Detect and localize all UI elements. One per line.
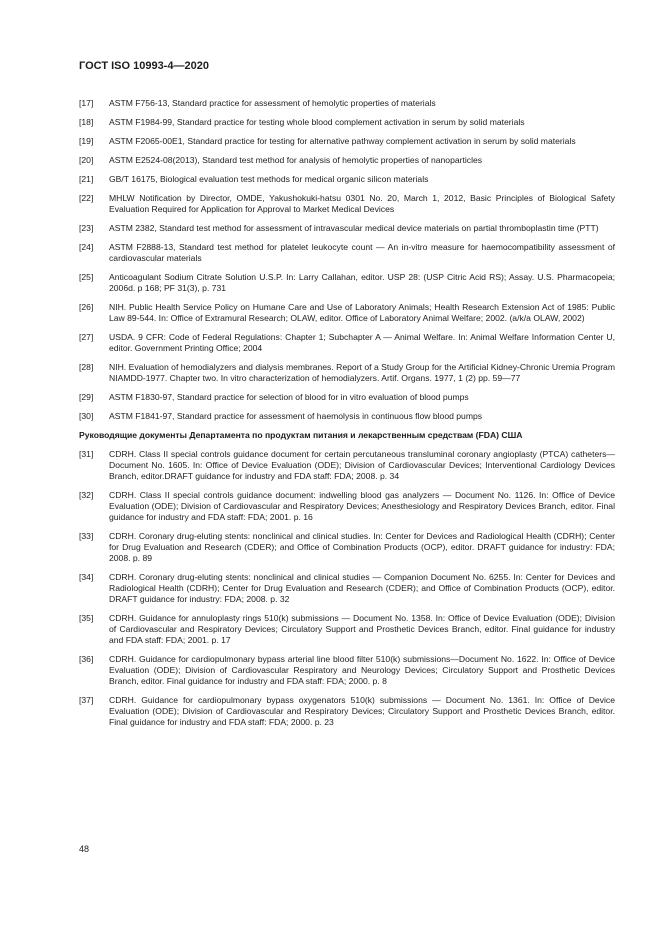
reference-text: ASTM 2382, Standard test method for assessment of intravascular medical device materials on partial thromboplastin time (PTT) [109,223,599,233]
reference-number: [19] [79,136,94,146]
reference-number: [34] [79,572,94,582]
reference-item [79,531,615,564]
reference-number: [17] [79,98,94,108]
reference-text: CDRH. Coronary drug-eluting stents: nonclinical and clinical studies — Companion Document No. 6255. In: Center for Devices and Radiological Health (CDRH); Center for Drug Evaluation and Research (CDER); and Office of Combination Products (OCP), editor. DRAFT guidance for industry: FDA; 2008. p. 32 [109,572,615,604]
reference-text: ASTM E2524-08(2013), Standard test method for analysis of hemolytic properties of nanoparticles [109,155,483,165]
reference-item [79,332,615,354]
reference-item [79,117,615,128]
reference-number: [18] [79,117,94,127]
reference-text: CDRH. Class II special controls guidance document: indwelling blood gas analyzers — Document No. 1126. In: Office of Device Evaluation (ODE); Division of Cardiovascular and Respiratory Devices; Anesthesiology and Respiratory Devices Branch, editor. Final guidance for industry and FDA staff: FDA; 2001. p. 16 [109,490,615,522]
reference-text: CDRH. Class II special controls guidance document for certain percutaneous transluminal coronary angioplasty (PTCA) catheters—Document No. 1605. In: Office of Device Evaluation (ODE); Division of Cardiovascular Devices; Interventional Cardiology Devices Branch, editor.DRAFT guidance for industry and FDA staff: FDA; 2008. p. 34 [109,449,615,481]
reference-item [79,490,615,523]
reference-number: [32] [79,490,94,500]
reference-group-standards [79,98,615,422]
reference-item [79,449,615,482]
reference-item [79,272,615,294]
reference-text: Anticoagulant Sodium Citrate Solution U.S.P. In: Larry Callahan, editor. USP 28: (USP Citric Acid RS); Assay. U.S. Pharmacopeia; 2006d. p 168; PF 31(3), p. 731 [109,272,615,293]
reference-text: ASTM F756-13, Standard practice for assessment of hemolytic properties of materials [109,98,436,108]
reference-number: [23] [79,223,94,233]
reference-text: NIH. Public Health Service Policy on Humane Care and Use of Laboratory Animals; Health Research Extension Act of 1985: Public Law 89-544. In: Office of Extramural Research; OLAW, editor. Office of Laboratory Animal Welfare; 2002. (a/k/a OLAW, 2002) [109,302,615,323]
reference-list [79,98,615,736]
reference-number: [27] [79,332,94,342]
reference-text: MHLW Notification by Director, OMDE, Yakushokuki-hatsu 0301 No. 20, March 1, 2012, Basic Principles of Biological Safety Evaluation Required for Application for Approval to Market Medical Devices [109,193,615,214]
reference-text: NIH. Evaluation of hemodialyzers and dialysis membranes. Report of a Study Group for the Artificial Kidney-Chronic Uremia Program NIAMDD-1977. Chapter two. In vitro characterization of hemodialyzers. Artif. Organs. 1977, 1 (2) pp. 59—77 [109,362,615,383]
reference-group-fda [79,449,615,728]
reference-number: [20] [79,155,94,165]
page-number: 48 [79,844,90,854]
reference-text: ASTM F2888-13, Standard test method for platelet leukocyte count — An in-vitro measure for haemocompatibility assessment of cardiovascular materials [109,242,615,263]
reference-number: [37] [79,695,94,705]
reference-number: [29] [79,392,94,402]
reference-number: [24] [79,242,94,252]
reference-number: [28] [79,362,94,372]
reference-text: CDRH. Guidance for annuloplasty rings 510(k) submissions — Document No. 1358. In: Office of Device Evaluation (ODE); Division of Cardiovascular and Respiratory Devices; Circulatory Support and Prosthetic Devices Branch, editor. Final guidance for industry and FDA staff: FDA; 2001. p. 17 [109,613,615,645]
reference-item [79,155,615,166]
reference-item [79,98,615,109]
reference-text: ASTM F1830-97, Standard practice for selection of blood for in vitro evaluation of blood pumps [109,392,469,402]
reference-text: CDRH. Guidance for cardiopulmonary bypass arterial line blood filter 510(k) submissions—Document No. 1622. In: Office of Device Evaluation (ODE); Division of Cardiovascular Respiratory and Neurology Devices; Circulatory Support and Prosthetic Devices Branch, editor. Final guidance for industry and FDA staff: FDA; 2000. p. 8 [109,654,615,686]
reference-number: [26] [79,302,94,312]
document-header: ГОСТ ISO 10993-4—2020 [79,60,209,72]
reference-number: [33] [79,531,94,541]
reference-number: [25] [79,272,94,282]
reference-number: [36] [79,654,94,664]
reference-number: [35] [79,613,94,623]
reference-item [79,174,615,185]
reference-item [79,411,615,422]
reference-item [79,695,615,728]
reference-item [79,362,615,384]
reference-text: CDRH. Guidance for cardiopulmonary bypass oxygenators 510(k) submissions — Document No. 1361. In: Office of Device Evaluation (ODE); Division of Cardiovascular and Respiratory Devices; Circulatory Support and Prosthetic Devices Branch, editor. Final guidance for industry and FDA staff: FDA; 2000. p. 23 [109,695,615,727]
reference-item [79,654,615,687]
reference-number: [31] [79,449,94,459]
reference-item [79,193,615,215]
reference-item [79,302,615,324]
reference-number: [30] [79,411,94,421]
reference-number: [22] [79,193,94,203]
reference-text: USDA. 9 CFR: Code of Federal Regulations: Chapter 1; Subchapter A — Animal Welfare. In: Animal Welfare Information Center U, editor. Government Printing Office; 2004 [109,332,615,353]
reference-number: [21] [79,174,94,184]
reference-text: ASTM F1841-97, Standard practice for assessment of haemolysis in continuous flow blood pumps [109,411,483,421]
reference-item [79,392,615,403]
reference-text: ASTM F1984-99, Standard practice for testing whole blood complement activation in serum by solid materials [109,117,525,127]
reference-item [79,136,615,147]
reference-item [79,242,615,264]
reference-text: GB/T 16175, Biological evaluation test methods for medical organic silicon materials [109,174,429,184]
reference-item [79,572,615,605]
section-title: Руководящие документы Департамента по продуктам питания и лекарственным средствам (FDA) США [79,430,523,440]
reference-text: CDRH. Coronary drug-eluting stents: nonclinical and clinical studies. In: Center for Devices and Radiological Health (CDRH); Center for Drug Evaluation and Research (CDER); and Office of Combination Products (OCP), editor. DRAFT guidance for industry: FDA; 2008. p. 89 [109,531,615,563]
reference-item [79,613,615,646]
reference-item [79,223,615,234]
reference-text: ASTM F2065-00E1, Standard practice for testing for alternative pathway complement activation in serum by solid materials [109,136,576,146]
